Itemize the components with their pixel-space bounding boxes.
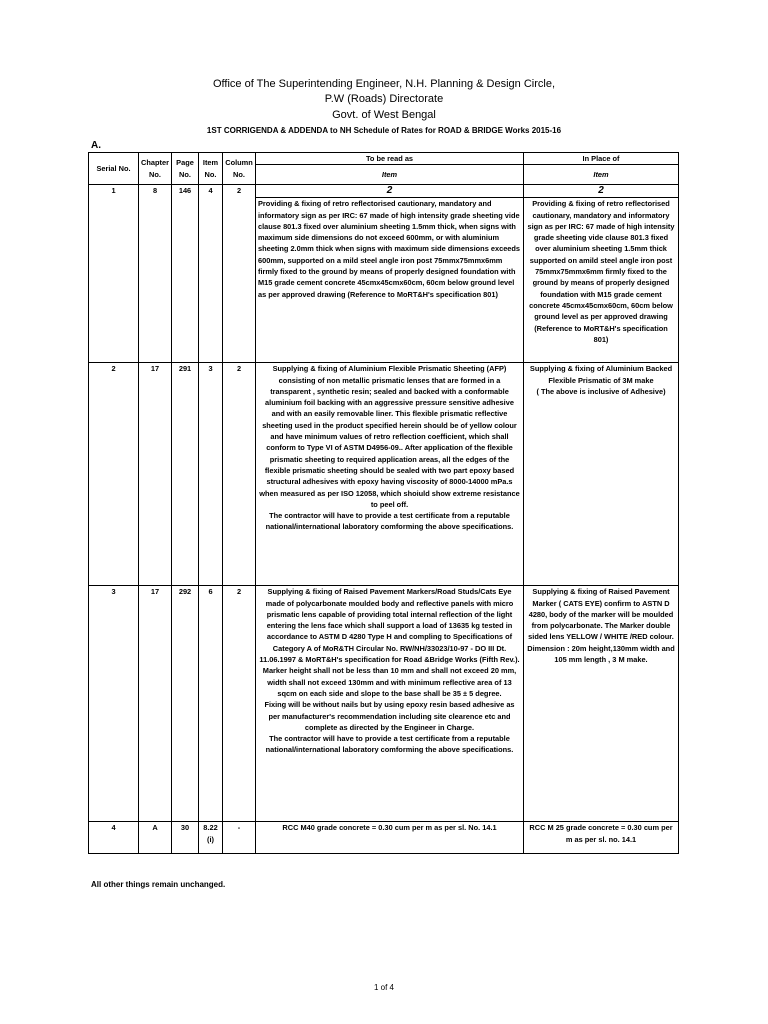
row3-read-as-cell [256, 586, 524, 822]
header-page: Page No. [172, 153, 199, 185]
row3-item: 6 [199, 586, 223, 822]
row2-column: 2 [223, 363, 256, 586]
row1-serial: 1 [89, 185, 139, 363]
row2-read-as-cell [256, 363, 524, 586]
row4-chapter: A [139, 822, 172, 854]
row1-chapter: 8 [139, 185, 172, 363]
government-title: Govt. of West Bengal [332, 109, 436, 121]
subheader-item-place: Item [524, 165, 679, 185]
row1-read-as: Providing & fixing of retro reflectorised cautionary, mandatory and informatory sign as per IRC: 67 made of high intensity grade sheeting vide clause 801.3 fixed over aluminium sheeting 1.5mm thick, when signs with maximum side dimensions do not exceed 600mm, or with aluminium sheeting 2.0mm thick when signs with maximum side dimensions exceeds 600mm, supported on a mild steel angle iron post 75mmx75mmx6mm firmly fixed to the ground by means of properly designed foundation with M15 grade cement concrete 45cmx45cmx60cm, 60cm below ground level as per approved drawing (Reference to MoRT&H's specification 801) [256, 198, 524, 363]
row3-read-as-certificate: The contractor will have to provide a test certificate from a reputable national/international laboratory comforming the above specifications. [265, 734, 514, 755]
row4-in-place: RCC M 25 grade concrete = 0.30 cum per m as per sl. no. 14.1 [524, 822, 679, 854]
directorate-title: P.W (Roads) Directorate [324, 93, 444, 105]
row3-column: 2 [223, 586, 256, 822]
row2-page: 291 [172, 363, 199, 586]
row4-page: 30 [172, 822, 199, 854]
row3-page: 292 [172, 586, 199, 822]
row2-item: 3 [199, 363, 223, 586]
row4-read-as: RCC M40 grade concrete = 0.30 cum per m as per sl. No. 14.1 [256, 822, 524, 854]
row4-serial: 4 [89, 822, 139, 854]
row1-column: 2 [223, 185, 256, 363]
page-number: 1 of 4 [373, 983, 394, 992]
row3-in-place: Supplying & fixing of Raised Pavement Marker ( CATS EYE) confirm to ASTN D 4280, body of the marker will be moulded from polycarbonate. The Marker double sided lens YELLOW / WHITE /RED colour. Dimension : 20m height,130mm width and 105 mm length , 3 M make. [524, 586, 679, 822]
column-number-place: 2 [524, 185, 679, 198]
column-number-read: 2 [256, 185, 524, 198]
row2-chapter: 17 [139, 363, 172, 586]
header-to-be-read: To be read as [256, 153, 524, 165]
row1-page: 146 [172, 185, 199, 363]
section-label: A. [91, 140, 101, 151]
header-chapter: Chapter No. [139, 153, 172, 185]
row2-in-place-note: ( The above is inclusive of Adhesive) [536, 386, 666, 396]
header-column: Column No. [223, 153, 256, 185]
row3-serial: 3 [89, 586, 139, 822]
row3-chapter: 17 [139, 586, 172, 822]
row3-read-as-fixing: Fixing will be without nails but by using epoxy resin based adhesive as per manufacturer's recommendation including site clearence etc and complete as directed by the Engineer in Charge. [264, 700, 515, 732]
row4-item: 8.22 (i) [199, 822, 223, 854]
row2-read-as-certificate: The contractor will have to provide a test certificate from a reputable national/international laboratory comforming the above specifications. [265, 511, 514, 532]
row2-serial: 2 [89, 363, 139, 586]
row1-in-place: Providing & fixing of retro reflectorised cautionary, mandatory and informatory sign as per IRC: 67 made of high intensity grade sheeting vide clause 801.3 fixed over aluminium sheeting 1.5mm thick supported on amild steel angle iron post 75mmx75mmx6mm firmly fixed to the ground by means of properly designed foundation with M15 grade cement concrete 45cmx45cmx60cm, 60cm below ground level as per approved drawing (Reference to MoRT&H's specification 801) [524, 198, 679, 363]
corrigenda-table [88, 152, 679, 854]
header-in-place: In Place of [524, 153, 679, 165]
footer-note: All other things remain unchanged. [91, 880, 226, 889]
header-serial: Serial No. [89, 153, 139, 185]
row1-item: 4 [199, 185, 223, 363]
row2-read-as: Supplying & fixing of Aluminium Flexible Prismatic Sheeting (AFP) consisting of non metallic prismatic lenses that are formed in a transparent , synthetic resin; sealed and backed with a conformable aluminium foil backing with an aggressive pressure sensitive adhesive and with an easily removable liner. This flexible prismatic reflective sheeting used in the product specified herein should be of yellow colour and have minimum values of retro reflection coefficient, which shall conform to Type VI of ASTM D4956-09.. After application of the flexible prismatic sheeting to required application areas, all the edges of the flexible prismatic sheeting should be sealed with two part epoxy based structural adhesives with epoxy having viscosity of 8000-14000 mPa.s when measured as per ISO 12058, which shoiuld show extreme resistance to peel off. [259, 364, 520, 509]
subheader-item-read: Item [256, 165, 524, 185]
row2-in-place: Supplying & fixing of Aluminium Backed Flexible Prismatic of 3M make [529, 364, 673, 385]
header-item: Item No. [199, 153, 223, 185]
row4-column: - [223, 822, 256, 854]
office-title: Office of The Superintending Engineer, N.H. Planning & Design Circle, [212, 78, 555, 90]
row3-read-as: Supplying & fixing of Raised Pavement Markers/Road Studs/Cats Eye made of polycarbonate moulded body and reflective panels with micro prismatic lens capable of providing total internal reflection of the light entering the lens face which shall support a load of 13635 kg tested in accordance to ASTM D 4280 Type H and compling to Specifications of Category A of MoR&TH Circular No. RW/NH/33023/10-97 - DO III Dt. 11.06.1997 & MoRT&H's specification for Road &Bridge Works (Fifth Rev.). Marker height shall not be less than 10 mm and shall not exceed 20 mm, width shall not exceed 130mm and with minimum reflective area of 13 sqcm on each side and slope to the base shall be 35 ± 5 degree. [259, 587, 520, 698]
document-title: 1ST CORRIGENDA & ADDENDA to NH Schedule of Rates for ROAD & BRIDGE Works 2015-16 [206, 126, 562, 135]
row2-in-place-cell [524, 363, 679, 586]
